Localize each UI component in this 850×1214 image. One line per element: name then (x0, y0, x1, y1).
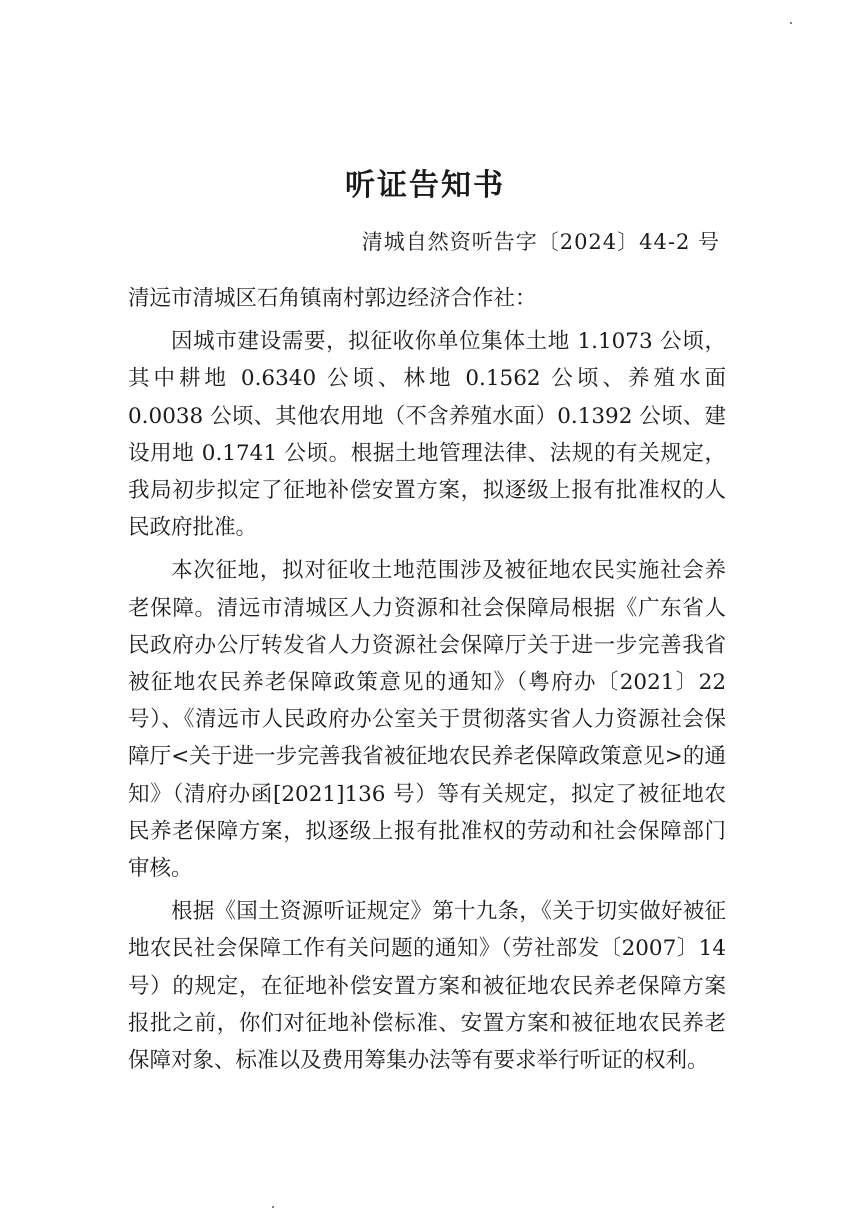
paragraph-1: 因城市建设需要，拟征收你单位集体土地 1.1073 公顷，其中耕地 0.6340 公顷、林地 0.1562 公顷、养殖水面 0.0038 公顷、其他农用地（不含养殖水面）0.1392 公顷、建设用地 0.1741 公顷。根据土地管理法律、法规的有关规定，我局初步拟定了征地补偿安置方案，拟逐级上报有批准权的人民政府批准。 (128, 329, 726, 541)
scan-speck (790, 22, 792, 24)
document-number: 清城自然资听告字〔2024〕44-2 号 (361, 230, 720, 254)
paragraph-3: 根据《国土资源听证规定》第十九条，《关于切实做好被征地农民社会保障工作有关问题的通知》（劳社部发〔2007〕14 号）的规定，在征地补偿安置方案和被征地农民养老保障方案报批之前，你们对征地补偿标准、安置方案和被征地农民养老保障对象、标准以及费用筹集办法等有要求举行听证的权利。 (128, 899, 726, 1074)
document-title: 听证告知书 (345, 168, 505, 203)
paragraph-2: 本次征地，拟对征收土地范围涉及被征地农民实施社会养老保障。清远市清城区人力资源和社会保障局根据《广东省人民政府办公厅转发省人力资源社会保障厅关于进一步完善我省被征地农民养老保障政策意见的通知》（粤府办〔2021〕22 号）、《清远市人民政府办公室关于贯彻落实省人力资源社会保障厅<关于进一步完善我省被征地农民养老保障政策意见>的通知》（清府办函[2021]136 号）等有关规定，拟定了被征地农民养老保障方案，拟逐级上报有批准权的劳动和社会保障部门审核。 (128, 558, 726, 882)
scan-speck (272, 1206, 274, 1208)
addressee: 清远市清城区石角镇南村郭边经济合作社： (128, 286, 537, 311)
document-body (128, 280, 726, 1079)
